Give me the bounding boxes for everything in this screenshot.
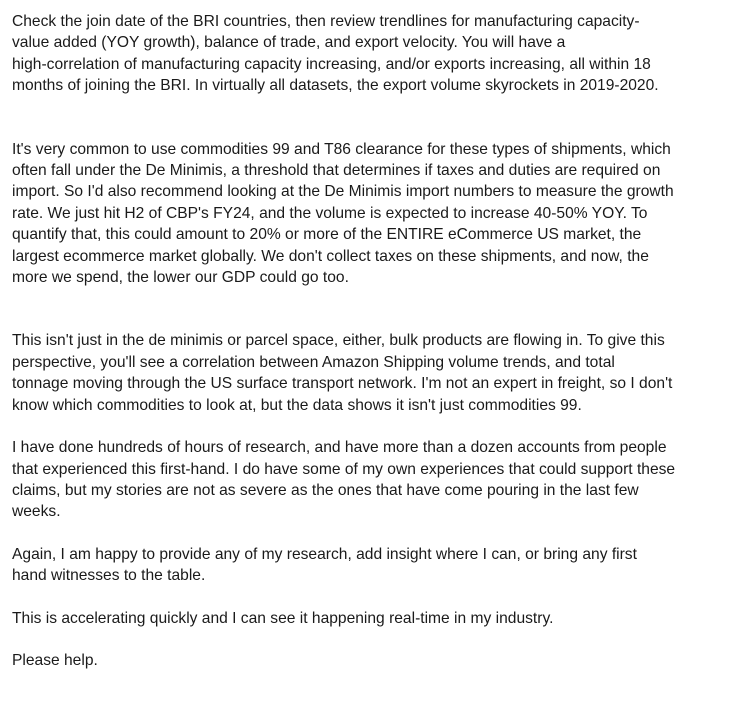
paragraph-offer-help: Again, I am happy to provide any of my research, add insight where I can, or bring any first hand witnesses to the table. [12, 545, 637, 585]
paragraph-gap [12, 587, 742, 608]
paragraph-de-minimis: It's very common to use commodities 99 and T86 clearance for these types of shipments, which often fall under the De Minimis, a threshold that determines if taxes and duties are required on import. So I'd also recommend looking at the De Minimis import numbers to measure the growth rate. We just hit H2 of CBP's FY24, and the volume is expected to increase 40-50% YOY. To quantify that, this could amount to 20% or more of the ENTIRE eCommerce US market, the largest ecommerce market globally. We don't collect taxes on these shipments, and now, the more we spend, the lower our GDP could go too. [12, 140, 674, 287]
paragraph-gap [12, 523, 742, 544]
paragraph-gap [12, 416, 742, 437]
paragraph-gap [12, 97, 742, 139]
paragraph-please-help: Please help. [12, 651, 98, 669]
paragraph-bri-join-date: Check the join date of the BRI countries, then review trendlines for manufacturing capacity- value added (YOY growth), balance of trade, and export velocity. You will have a high-correlation of manufacturing capacity increasing, and/or exports increasing, all within 18 months of joining the BRI. In virtually all datasets, the export volume skyrockets in 2019-2020. [12, 13, 659, 95]
paragraph-bulk-products: This isn't just in the de minimis or parcel space, either, bulk products are flowing in. To give this perspective, you'll see a correlation between Amazon Shipping volume trends, and total tonnage moving through the US surface transport network. I'm not an expert in freight, so I don't know which commodities to look at, but the data shows it isn't just commodities 99. [12, 332, 673, 414]
paragraph-gap [12, 629, 742, 650]
paragraph-gap [12, 288, 742, 330]
paragraph-accelerating: This is accelerating quickly and I can see it happening real-time in my industry. [12, 609, 554, 627]
paragraph-research: I have done hundreds of hours of research, and have more than a dozen accounts from people that experienced this first-hand. I do have some of my own experiences that could support these claims, but my stories are not as severe as the ones that have come pouring in the last few weeks. [12, 439, 676, 521]
